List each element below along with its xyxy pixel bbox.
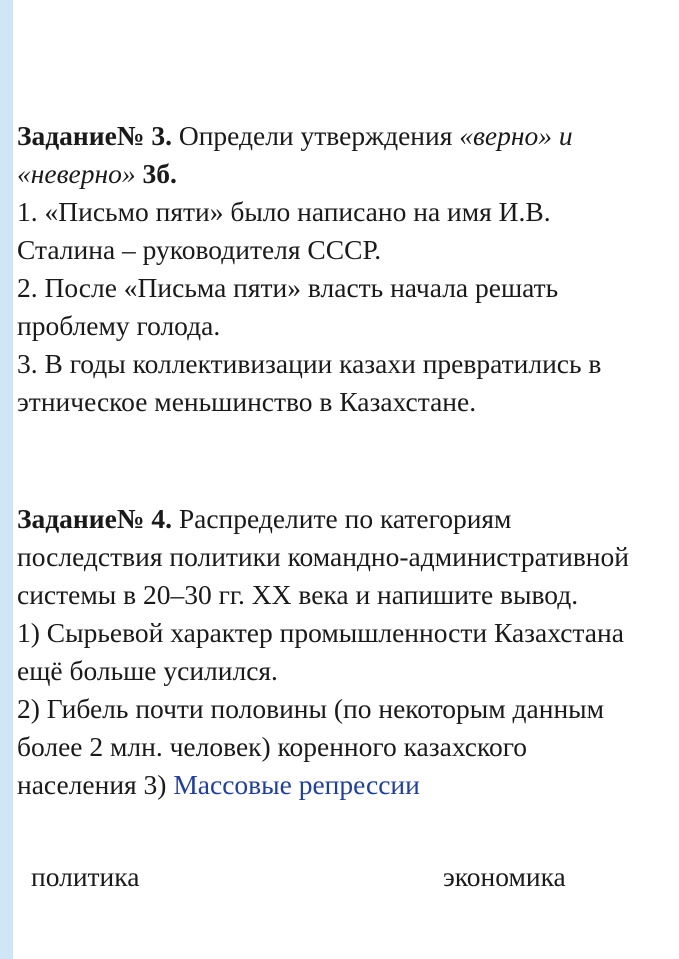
task3-item-line: 2. После «Письма пяти» власть начала решать bbox=[17, 272, 559, 303]
task4-text-line: ещё больше усилился. bbox=[17, 655, 278, 686]
task4-text-line: последствия политики командно-административной bbox=[17, 541, 629, 572]
task4-last-line-prefix: населения 3) bbox=[17, 769, 174, 800]
task3-item-line: этническое меньшинство в Казахстане. bbox=[17, 386, 477, 417]
task3-item-line: 3. В годы коллективизации казахи превратились в bbox=[17, 348, 602, 379]
task3-header-line bbox=[17, 117, 573, 155]
task3-word-false: «неверно» bbox=[17, 158, 136, 189]
task3-item-line: проблему голода. bbox=[17, 310, 221, 341]
task3-intro: Определи утверждения bbox=[171, 120, 460, 151]
task4-last-line bbox=[17, 766, 420, 804]
task3-item-line: Сталина – руководителя СССР. bbox=[17, 234, 382, 265]
left-margin-bar bbox=[0, 0, 13, 959]
task4-intro: Распределите по категориям bbox=[171, 503, 512, 534]
task3-points: 3б. bbox=[135, 158, 177, 189]
category-economy-label: экономика bbox=[443, 861, 566, 892]
document-page bbox=[17, 0, 679, 959]
task4-text-line: 2) Гибель почти половины (по некоторым данным bbox=[17, 693, 605, 724]
task4-header-line bbox=[17, 500, 511, 538]
task3-header-line-2 bbox=[17, 155, 177, 193]
mass-repressions-link[interactable]: Массовые репрессии bbox=[173, 769, 420, 800]
task3-label: Задание№ 3. bbox=[17, 120, 172, 151]
task3-item-line: 1. «Письмо пяти» было написано на имя И.В. bbox=[17, 196, 551, 227]
task4-text-line: 1) Сырьевой характер промышленности Казахстана bbox=[17, 617, 624, 648]
task4-label: Задание№ 4. bbox=[17, 503, 172, 534]
category-politics-label: политика bbox=[31, 861, 140, 892]
task4-text-line: более 2 млн. человек) коренного казахского bbox=[17, 731, 528, 762]
task4-text-line: системы в 20–30 гг. XX века и напишите вывод. bbox=[17, 579, 579, 610]
task3-word-true: «верно» и bbox=[459, 120, 573, 151]
